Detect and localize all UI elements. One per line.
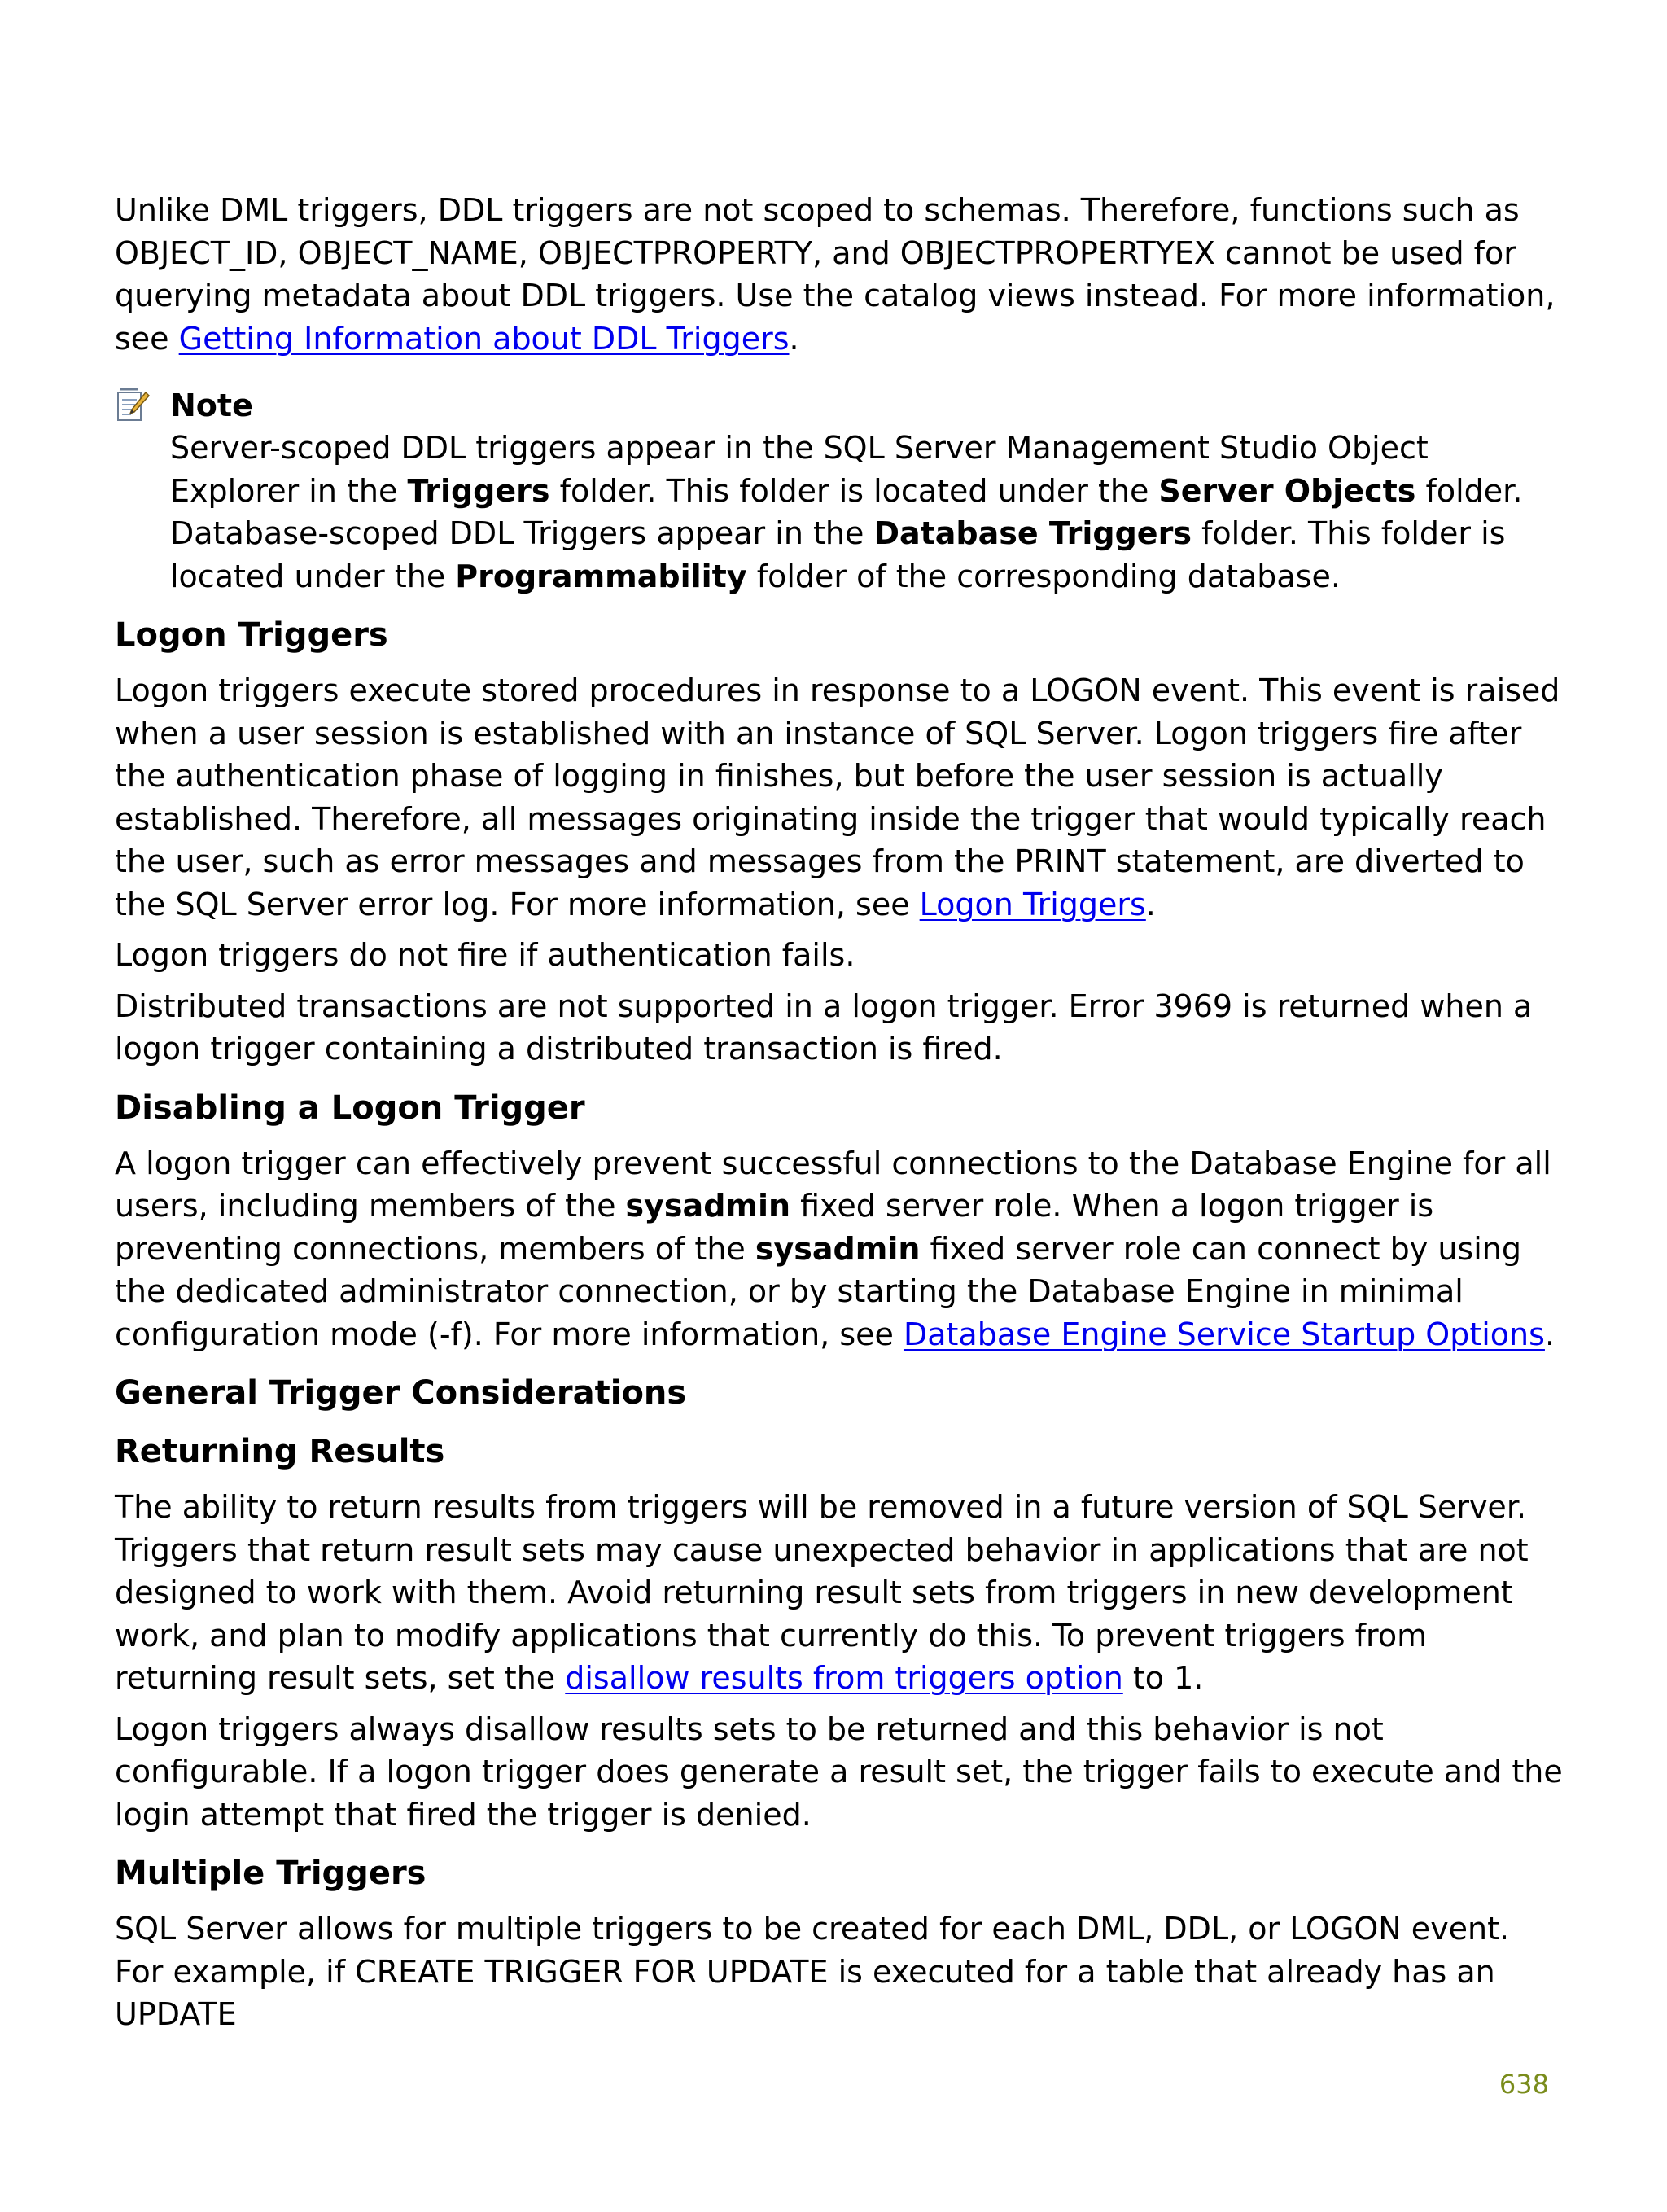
disallow-results-option-link[interactable]: disallow results from triggers option <box>565 1660 1123 1696</box>
note-pencil-icon <box>115 388 151 423</box>
returning-results-paragraph: The ability to return results from triggers will be removed in a future version of SQL Server. Triggers that return result sets may cause unexpected behavior in applications that are not designed to work with them. Avoid returning result sets from triggers in new development work, and plan to modify applications that currently do this. To prevent triggers from returning result sets, set the disallow results from triggers option to 1. <box>115 1489 1529 1696</box>
database-engine-startup-options-link[interactable]: Database Engine Service Startup Options <box>903 1316 1545 1352</box>
returning-results-heading: Returning Results <box>115 1433 445 1470</box>
logon-triggers-heading: Logon Triggers <box>115 616 388 654</box>
note-box <box>115 384 1564 598</box>
disabling-logon-trigger-paragraph: A logon trigger can effectively prevent successful connections to the Database Engine for all users, including members of the sysadmin fixed server role. When a logon trigger is preventing connections, members of the sysadmin fixed server role can connect by using the dedicated administrator connection, or by starting the Database Engine in minimal configuration mode (-f). For more information, see Database Engine Service Startup Options. <box>115 1145 1555 1352</box>
document-page <box>115 189 1564 2044</box>
logon-auth-paragraph: Logon triggers do not fire if authentication fails. <box>115 937 855 973</box>
multiple-triggers-paragraph: SQL Server allows for multiple triggers to be created for each DML, DDL, or LOGON event. For example, if CREATE TRIGGER FOR UPDATE is executed for a table that already has an UPDATE <box>115 1911 1510 2032</box>
page-number: 638 <box>1499 2069 1549 2100</box>
logon-triggers-link[interactable]: Logon Triggers <box>919 886 1146 922</box>
note-text: Server-scoped DDL triggers appear in the SQL Server Management Studio Object Explorer in the Triggers folder. This folder is located under the Server Objects folder. Database-scoped DDL Triggers appear in the Database Triggers folder. This folder is located under the Programmability folder of the corresponding database. <box>170 430 1523 594</box>
logon-result-sets-paragraph: Logon triggers always disallow results sets to be returned and this behavior is not configurable. If a logon trigger does generate a result set, the trigger fails to execute and the login attempt that fired the trigger is denied. <box>115 1710 1563 1833</box>
disabling-logon-trigger-heading: Disabling a Logon Trigger <box>115 1088 585 1127</box>
note-title: Note <box>170 388 253 423</box>
general-trigger-considerations-heading: General Trigger Considerations <box>115 1374 687 1412</box>
intro-paragraph: Unlike DML triggers, DDL triggers are not scoped to schemas. Therefore, functions such as OBJECT_ID, OBJECT_NAME, OBJECTPROPERTY, and OBJECTPROPERTYEX cannot be used for querying metadata about DDL triggers. Use the catalog views instead. For more information, see Getting Information about DDL Triggers. <box>115 192 1555 357</box>
multiple-triggers-heading: Multiple Triggers <box>115 1855 427 1892</box>
getting-information-ddl-triggers-link[interactable]: Getting Information about DDL Triggers <box>178 320 790 357</box>
logon-triggers-paragraph: Logon triggers execute stored procedures in response to a LOGON event. This event is raised when a user session is established with an instance of SQL Server. Logon triggers fire after the authentication phase of logging in finishes, but before the user session is actually established. Therefore, all messages originating inside the trigger that would typically reach the user, such as error messages and messages from the PRINT statement, are diverted to the SQL Server error log. For more information, see Logon Triggers. <box>115 672 1560 922</box>
distributed-transactions-paragraph: Distributed transactions are not supported in a logon trigger. Error 3969 is returned when a logon trigger containing a distributed transaction is fired. <box>115 988 1533 1067</box>
